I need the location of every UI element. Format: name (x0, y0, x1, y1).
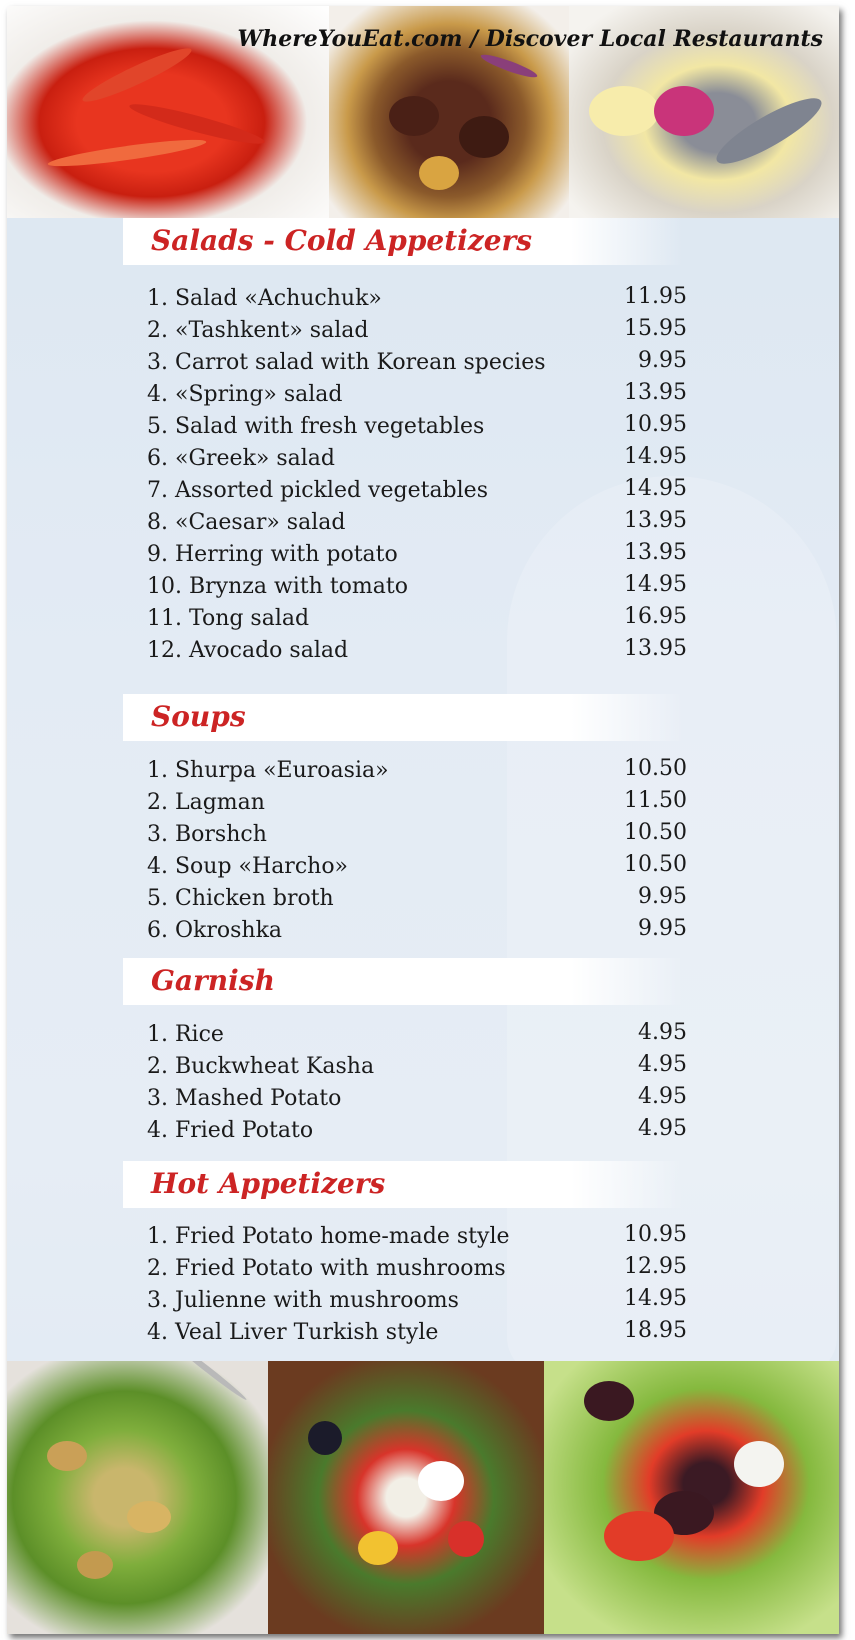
item-price: 16.95 (624, 604, 687, 629)
item-name: 2. Fried Potato with mushrooms (147, 1256, 506, 1281)
list-item (147, 446, 687, 478)
list-item (147, 574, 687, 606)
item-name: 6. «Greek» salad (147, 446, 335, 471)
item-price: 4.95 (638, 1084, 687, 1109)
list-item (147, 350, 687, 382)
list-item (147, 606, 687, 638)
item-name: 1. Fried Potato home-made style (147, 1224, 510, 1249)
garnish-list (147, 1022, 687, 1150)
list-item (147, 478, 687, 510)
caesar-salad-photo (7, 1361, 268, 1634)
item-name: 12. Avocado salad (147, 638, 349, 663)
item-price: 13.95 (624, 380, 687, 405)
item-price: 11.50 (624, 788, 687, 813)
item-price: 14.95 (624, 572, 687, 597)
list-item (147, 1022, 687, 1054)
section-header-soups (123, 694, 683, 741)
item-name: 5. Chicken broth (147, 886, 334, 911)
list-item (147, 822, 687, 854)
section-header-garnish (123, 958, 683, 1005)
item-price: 10.95 (624, 412, 687, 437)
item-price: 14.95 (624, 444, 687, 469)
site-caption: WhereYouEat.com / Discover Local Restaurants (237, 26, 823, 52)
list-item (147, 1086, 687, 1118)
item-price: 10.95 (624, 1222, 687, 1247)
item-name: 3. Carrot salad with Korean species (147, 350, 546, 375)
section-title: Salads - Cold Appetizers (151, 224, 533, 257)
hot-appetizers-list (147, 1224, 687, 1352)
item-name: 9. Herring with potato (147, 542, 398, 567)
list-item (147, 414, 687, 446)
item-price: 15.95 (624, 316, 687, 341)
item-price: 9.95 (638, 884, 687, 909)
list-item (147, 318, 687, 350)
item-price: 13.95 (624, 508, 687, 533)
section-header-salads (123, 218, 683, 265)
item-price: 4.95 (638, 1020, 687, 1045)
list-item (147, 886, 687, 918)
item-name: 6. Okroshka (147, 918, 283, 943)
menu-page (7, 6, 839, 1634)
list-item (147, 1118, 687, 1150)
item-price: 13.95 (624, 540, 687, 565)
item-name: 3. Mashed Potato (147, 1086, 342, 1111)
item-name: 4. «Spring» salad (147, 382, 343, 407)
item-name: 3. Julienne with mushrooms (147, 1288, 459, 1313)
item-price: 10.50 (624, 852, 687, 877)
fresh-salad-photo (544, 1361, 839, 1634)
list-item (147, 542, 687, 574)
list-item (147, 790, 687, 822)
item-name: 1. Salad «Achuchuk» (147, 286, 382, 311)
list-item (147, 510, 687, 542)
item-name: 3. Borshch (147, 822, 267, 847)
item-price: 12.95 (624, 1254, 687, 1279)
item-name: 11. Tong salad (147, 606, 310, 631)
list-item (147, 1224, 687, 1256)
soups-list (147, 758, 687, 950)
item-name: 5. Salad with fresh vegetables (147, 414, 485, 439)
item-price: 4.95 (638, 1116, 687, 1141)
item-price: 10.50 (624, 756, 687, 781)
list-item (147, 1320, 687, 1352)
list-item (147, 1256, 687, 1288)
item-price: 14.95 (624, 476, 687, 501)
item-name: 7. Assorted pickled vegetables (147, 478, 488, 503)
list-item (147, 854, 687, 886)
item-name: 4. Soup «Harcho» (147, 854, 349, 879)
section-header-hot-appetizers (123, 1161, 683, 1208)
item-price: 9.95 (638, 348, 687, 373)
item-name: 10. Brynza with tomato (147, 574, 408, 599)
item-name: 4. Fried Potato (147, 1118, 314, 1143)
item-name: 8. «Caesar» salad (147, 510, 346, 535)
list-item (147, 286, 687, 318)
list-item (147, 638, 687, 670)
section-title: Garnish (151, 964, 275, 997)
list-item (147, 918, 687, 950)
greek-salad-bowl-photo (268, 1361, 544, 1634)
list-item (147, 758, 687, 790)
item-name: 1. Shurpa «Euroasia» (147, 758, 389, 783)
item-price: 14.95 (624, 1286, 687, 1311)
item-price: 4.95 (638, 1052, 687, 1077)
item-price: 10.50 (624, 820, 687, 845)
item-price: 9.95 (638, 916, 687, 941)
item-price: 18.95 (624, 1318, 687, 1343)
salads-list (147, 286, 687, 670)
section-title: Hot Appetizers (151, 1167, 386, 1200)
item-name: 1. Rice (147, 1022, 224, 1047)
list-item (147, 1288, 687, 1320)
list-item (147, 1054, 687, 1086)
item-name: 2. Lagman (147, 790, 265, 815)
item-name: 2. «Tashkent» salad (147, 318, 369, 343)
item-name: 2. Buckwheat Kasha (147, 1054, 375, 1079)
section-title: Soups (151, 700, 246, 733)
list-item (147, 382, 687, 414)
item-price: 13.95 (624, 636, 687, 661)
item-name: 4. Veal Liver Turkish style (147, 1320, 439, 1345)
item-price: 11.95 (624, 284, 687, 309)
